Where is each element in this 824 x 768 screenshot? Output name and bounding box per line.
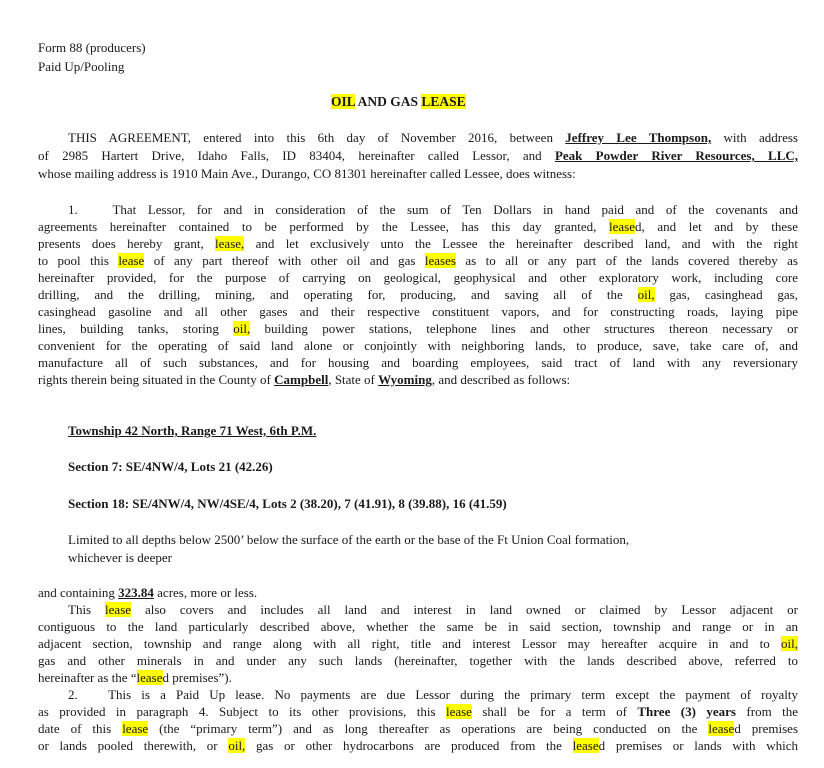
cover-line-5 — [38, 670, 232, 686]
para-text: lines, building tanks, storing — [38, 321, 234, 336]
section-18-line: Section 18: SE/4NW/4, NW/4SE/4, Lots 2 (38.20), 7 (41.91), 8 (39.88), 16 (41.59) — [68, 496, 507, 511]
highlight-lease: lease — [609, 219, 635, 234]
acreage-line — [38, 585, 257, 601]
para1-line-8 — [38, 321, 798, 337]
para-text: of any part thereof with other oil and gas — [144, 253, 425, 268]
para-text: This — [68, 602, 106, 617]
section-7-line: Section 7: SE/4NW/4, Lots 21 (42.26) — [68, 459, 273, 474]
para-text: d, and let and by these — [634, 219, 798, 234]
para-text: and containing — [38, 585, 119, 600]
para2-line-3 — [38, 721, 798, 737]
para-text: gas, casinghead gas, — [654, 287, 798, 302]
para-text: and let exclusively unto the Lessee the hereinafter described land, and with the right — [244, 236, 799, 251]
intro-text: of 2985 Hartert Drive, Idaho Falls, ID 83404, hereinafter called Lessor, and — [38, 148, 555, 163]
title-highlight-lease: LEASE — [421, 94, 466, 109]
township-line: Township 42 North, Range 71 West, 6th P.M. — [68, 423, 317, 438]
highlight-lease: lease — [118, 253, 145, 268]
cover-line-1 — [38, 602, 798, 618]
intro-text: THIS AGREEMENT, entered into this 6th day of November 2016, between — [68, 130, 566, 145]
depth-limit-line-2: whichever is deeper — [68, 550, 172, 565]
lease-type-line: Paid Up/Pooling — [38, 59, 125, 74]
intro-line-2 — [38, 148, 798, 164]
highlight-oil: oil, — [228, 738, 246, 753]
lessee-name: Peak Powder River Resources, LLC, — [554, 148, 798, 163]
para-text: , State of — [328, 372, 379, 387]
highlight-lease: lease — [122, 721, 149, 736]
highlight-oil: oil, — [637, 287, 655, 302]
highlight-lease: lease — [708, 721, 735, 736]
para1-line-1: 1. That Lessor, for and in consideration of the sum of Ten Dollars in hand paid and of the covenants and — [68, 202, 798, 217]
title-middle: AND GAS — [355, 94, 422, 109]
cover-line-2: contiguous to the land particularly described above, whether the same be in said section, township and range or in an — [38, 619, 798, 634]
para-text: presents does hereby grant, — [38, 236, 216, 251]
para-text: date of this — [38, 721, 123, 736]
highlight-lease: lease — [136, 670, 163, 685]
para2-line-2 — [38, 704, 798, 720]
intro-line-1 — [38, 130, 798, 146]
highlight-lease: lease — [445, 704, 472, 719]
para1-line-3 — [38, 236, 798, 252]
highlight-oil: oil, — [781, 636, 798, 651]
title-highlight-oil: OIL — [331, 94, 356, 109]
para2-line-4 — [38, 738, 798, 754]
para-text: building power stations, telephone lines and other structures thereon necessary or — [250, 321, 798, 336]
county-name: Campbell — [274, 372, 329, 387]
para1-line-10: manufacture all of such substances, and for housing and boarding employees, said tract of land with any reversionary — [38, 355, 798, 370]
para-text: to pool this — [38, 253, 119, 268]
para-text: hereinafter as the “ — [38, 670, 137, 685]
para1-line-4 — [38, 253, 798, 269]
lessor-name: Jeffrey Lee Thompson, — [565, 130, 712, 145]
para-text: , and described as follows: — [431, 372, 571, 387]
para-text: from the — [735, 704, 799, 719]
para-text: adjacent section, township and range along with all right, title and interest Lessor may hereafter acquire in and to — [38, 636, 782, 651]
intro-text: with address — [711, 130, 798, 145]
para1-line-7: casinghead gasoline and all other gases and their respective constituent vapors, and for constructing roads, laying pipe — [38, 304, 798, 319]
para-text: agreements hereinafter contained to be performed by the Lessee, has this day granted, — [38, 219, 609, 234]
para1-line-6 — [38, 287, 798, 303]
state-name: Wyoming — [378, 372, 432, 387]
para-text: d premises or lands with which — [598, 738, 798, 753]
para-text: acres, more or less. — [153, 585, 258, 600]
highlight-oil: oil, — [233, 321, 251, 336]
para-text: gas or other hydrocarbons are produced from the — [245, 738, 573, 753]
cover-line-4: gas and other minerals in and under any such lands (hereinafter, together with the lands described above, referred to — [38, 653, 798, 668]
depth-limit-line-1: Limited to all depths below 2500’ below the surface of the earth or the base of the Ft Union Coal formation, — [68, 532, 630, 547]
para-text: or lands pooled therewith, or — [38, 738, 229, 753]
intro-line-3: whose mailing address is 1910 Main Ave., Durango, CO 81301 hereinafter called Lessee, does witness: — [38, 166, 576, 181]
para-text: shall be for a term of — [471, 704, 638, 719]
para1-line-2 — [38, 219, 798, 235]
para-text: as provided in paragraph 4. Subject to its other provisions, this — [38, 704, 446, 719]
cover-line-3 — [38, 636, 798, 652]
highlight-lease: lease — [572, 738, 599, 753]
highlight-lease: lease, — [215, 236, 245, 251]
acreage-value: 323.84 — [118, 585, 154, 600]
para1-line-5: hereinafter provided, for the purpose of carrying on geological, geophysical and other exploratory work, including core — [38, 270, 798, 285]
para-text: (the “primary term”) and as long thereafter as operations are being conducted on the — [148, 721, 709, 736]
para-text: rights therein being situated in the County of — [38, 372, 275, 387]
form-number-line: Form 88 (producers) — [38, 40, 146, 55]
document-title — [331, 94, 466, 110]
para-text: also covers and includes all land and interest in land owned or claimed by Lessor adjacent or — [131, 602, 798, 617]
para-text: drilling, and the drilling, mining, and operating for, producing, and saving all of the — [38, 287, 638, 302]
para2-line-1: 2. This is a Paid Up lease. No payments are due Lessor during the primary term except the payment of royalty — [68, 687, 798, 702]
para-text: d premises — [734, 721, 799, 736]
highlight-leases: leases — [424, 253, 456, 268]
para-text: d premises”). — [162, 670, 232, 685]
para1-line-11 — [38, 372, 570, 388]
para1-line-9: convenient for the operating of said land alone or conjointly with neighboring lands, to produce, save, take care of, and — [38, 338, 798, 353]
para-text: as to all or any part of the lands covered thereby as — [455, 253, 798, 268]
highlight-lease: lease — [105, 602, 132, 617]
lease-term: Three (3) years — [637, 704, 736, 719]
